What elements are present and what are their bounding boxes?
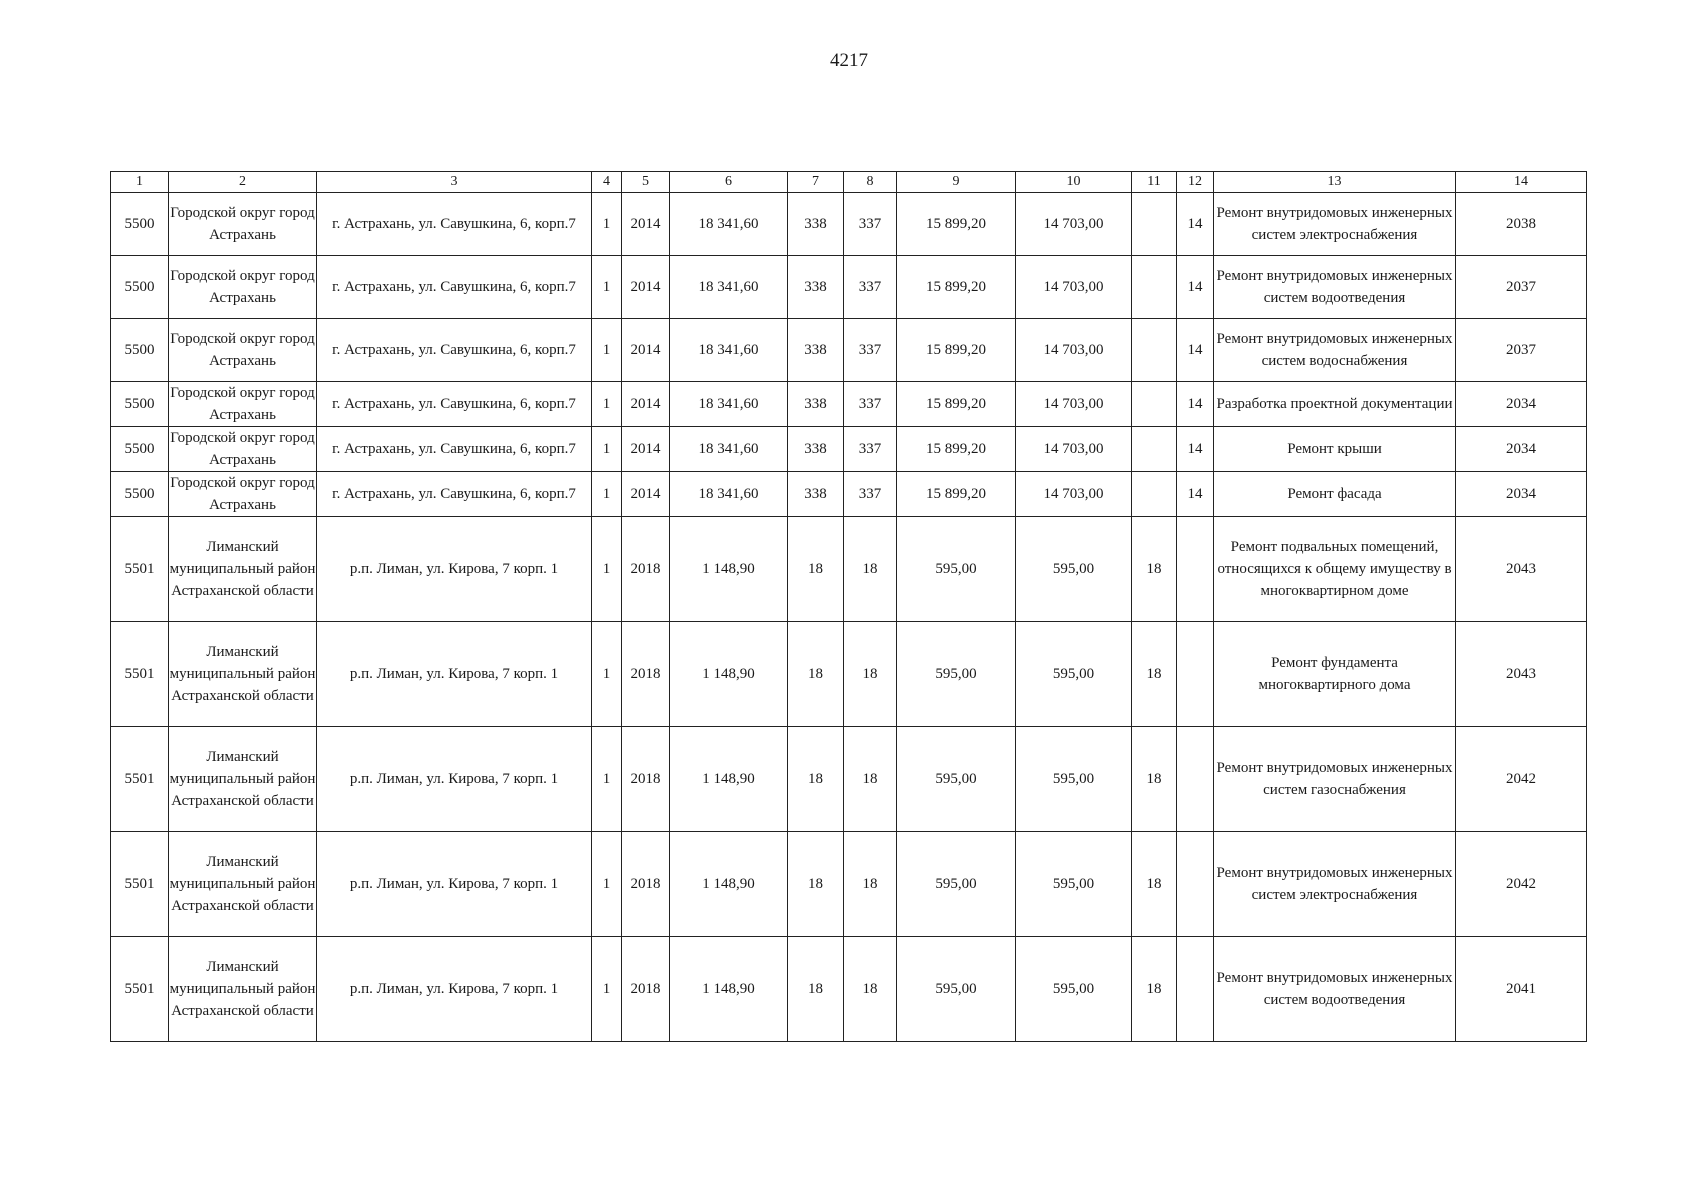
cell-area-9: 15 899,20 <box>897 472 1016 517</box>
col-header: 5 <box>622 172 670 193</box>
cell-work-type: Ремонт фундамента многоквартирного дома <box>1214 622 1456 727</box>
cell-area-total: 18 341,60 <box>670 427 788 472</box>
cell-col11 <box>1132 193 1177 256</box>
cell-col12: 14 <box>1177 427 1214 472</box>
cell-municipality: Лиманский муниципальный район Астраханской области <box>169 727 317 832</box>
cell-area-9: 15 899,20 <box>897 193 1016 256</box>
cell-col8: 337 <box>844 319 897 382</box>
cell-municipality: Городской округ город Астрахань <box>169 382 317 427</box>
cell-year: 2018 <box>622 937 670 1042</box>
cell-col4: 1 <box>592 256 622 319</box>
cell-col11 <box>1132 427 1177 472</box>
cell-col11 <box>1132 256 1177 319</box>
cell-planned-year: 2043 <box>1456 517 1587 622</box>
cell-id: 5501 <box>111 937 169 1042</box>
cell-municipality: Городской округ город Астрахань <box>169 256 317 319</box>
cell-col7: 18 <box>788 517 844 622</box>
cell-col11: 18 <box>1132 727 1177 832</box>
cell-col7: 338 <box>788 427 844 472</box>
cell-id: 5500 <box>111 382 169 427</box>
cell-area-9: 15 899,20 <box>897 319 1016 382</box>
cell-col7: 18 <box>788 937 844 1042</box>
cell-work-type: Ремонт внутридомовых инженерных систем электроснабжения <box>1214 193 1456 256</box>
cell-area-total: 1 148,90 <box>670 727 788 832</box>
cell-municipality: Городской округ город Астрахань <box>169 319 317 382</box>
cell-area-10: 14 703,00 <box>1016 319 1132 382</box>
table-row <box>111 193 1587 256</box>
col-header: 12 <box>1177 172 1214 193</box>
cell-col8: 337 <box>844 193 897 256</box>
cell-address: г. Астрахань, ул. Савушкина, 6, корп.7 <box>317 427 592 472</box>
cell-area-9: 15 899,20 <box>897 382 1016 427</box>
cell-id: 5500 <box>111 319 169 382</box>
cell-col11 <box>1132 382 1177 427</box>
cell-address: г. Астрахань, ул. Савушкина, 6, корп.7 <box>317 472 592 517</box>
cell-col8: 18 <box>844 622 897 727</box>
cell-planned-year: 2034 <box>1456 427 1587 472</box>
table-row <box>111 472 1587 517</box>
cell-planned-year: 2037 <box>1456 256 1587 319</box>
cell-id: 5500 <box>111 472 169 517</box>
cell-work-type: Ремонт подвальных помещений, относящихся к общему имуществу в многоквартирном доме <box>1214 517 1456 622</box>
cell-municipality: Лиманский муниципальный район Астраханской области <box>169 937 317 1042</box>
cell-col7: 18 <box>788 832 844 937</box>
cell-col8: 18 <box>844 832 897 937</box>
cell-address: г. Астрахань, ул. Савушкина, 6, корп.7 <box>317 193 592 256</box>
capital-repair-table <box>110 171 1587 1042</box>
cell-municipality: Городской округ город Астрахань <box>169 427 317 472</box>
cell-address: г. Астрахань, ул. Савушкина, 6, корп.7 <box>317 256 592 319</box>
cell-col12: 14 <box>1177 256 1214 319</box>
col-header: 2 <box>169 172 317 193</box>
cell-col12 <box>1177 832 1214 937</box>
cell-col12: 14 <box>1177 472 1214 517</box>
cell-id: 5500 <box>111 193 169 256</box>
cell-work-type: Ремонт внутридомовых инженерных систем водоотведения <box>1214 937 1456 1042</box>
cell-area-10: 595,00 <box>1016 937 1132 1042</box>
cell-col8: 18 <box>844 517 897 622</box>
cell-year: 2018 <box>622 727 670 832</box>
cell-work-type: Ремонт внутридомовых инженерных систем водоснабжения <box>1214 319 1456 382</box>
cell-col11: 18 <box>1132 832 1177 937</box>
cell-planned-year: 2034 <box>1456 382 1587 427</box>
cell-col4: 1 <box>592 472 622 517</box>
cell-col12: 14 <box>1177 382 1214 427</box>
cell-col12: 14 <box>1177 193 1214 256</box>
cell-area-10: 14 703,00 <box>1016 256 1132 319</box>
cell-id: 5500 <box>111 427 169 472</box>
cell-planned-year: 2038 <box>1456 193 1587 256</box>
cell-col4: 1 <box>592 727 622 832</box>
cell-area-total: 1 148,90 <box>670 517 788 622</box>
cell-col11 <box>1132 472 1177 517</box>
cell-col11: 18 <box>1132 937 1177 1042</box>
cell-col7: 18 <box>788 727 844 832</box>
cell-col12 <box>1177 727 1214 832</box>
cell-year: 2014 <box>622 427 670 472</box>
cell-area-total: 18 341,60 <box>670 319 788 382</box>
cell-year: 2014 <box>622 193 670 256</box>
cell-planned-year: 2037 <box>1456 319 1587 382</box>
cell-col4: 1 <box>592 622 622 727</box>
cell-year: 2014 <box>622 382 670 427</box>
cell-col4: 1 <box>592 517 622 622</box>
cell-area-total: 1 148,90 <box>670 937 788 1042</box>
cell-col4: 1 <box>592 937 622 1042</box>
table-row <box>111 727 1587 832</box>
cell-col4: 1 <box>592 832 622 937</box>
cell-year: 2014 <box>622 472 670 517</box>
cell-area-9: 595,00 <box>897 622 1016 727</box>
cell-area-10: 14 703,00 <box>1016 472 1132 517</box>
cell-area-total: 1 148,90 <box>670 832 788 937</box>
col-header: 1 <box>111 172 169 193</box>
cell-municipality: Лиманский муниципальный район Астраханской области <box>169 517 317 622</box>
cell-work-type: Разработка проектной документации <box>1214 382 1456 427</box>
cell-work-type: Ремонт внутридомовых инженерных систем водоотведения <box>1214 256 1456 319</box>
col-header: 11 <box>1132 172 1177 193</box>
cell-id: 5501 <box>111 517 169 622</box>
cell-address: р.п. Лиман, ул. Кирова, 7 корп. 1 <box>317 727 592 832</box>
cell-area-10: 595,00 <box>1016 832 1132 937</box>
cell-col12 <box>1177 622 1214 727</box>
cell-col8: 337 <box>844 256 897 319</box>
cell-area-10: 595,00 <box>1016 727 1132 832</box>
cell-col7: 338 <box>788 472 844 517</box>
cell-planned-year: 2042 <box>1456 832 1587 937</box>
cell-id: 5501 <box>111 727 169 832</box>
table-row <box>111 622 1587 727</box>
cell-work-type: Ремонт фасада <box>1214 472 1456 517</box>
table-row <box>111 382 1587 427</box>
cell-area-9: 595,00 <box>897 727 1016 832</box>
table-row <box>111 319 1587 382</box>
cell-address: г. Астрахань, ул. Савушкина, 6, корп.7 <box>317 319 592 382</box>
cell-area-9: 595,00 <box>897 937 1016 1042</box>
cell-area-10: 595,00 <box>1016 622 1132 727</box>
cell-year: 2018 <box>622 832 670 937</box>
cell-planned-year: 2042 <box>1456 727 1587 832</box>
cell-col7: 338 <box>788 256 844 319</box>
cell-area-10: 14 703,00 <box>1016 382 1132 427</box>
cell-col8: 337 <box>844 472 897 517</box>
table-row <box>111 832 1587 937</box>
cell-col4: 1 <box>592 382 622 427</box>
cell-area-9: 15 899,20 <box>897 427 1016 472</box>
cell-address: р.п. Лиман, ул. Кирова, 7 корп. 1 <box>317 832 592 937</box>
table-row <box>111 937 1587 1042</box>
cell-year: 2018 <box>622 517 670 622</box>
cell-col4: 1 <box>592 319 622 382</box>
cell-work-type: Ремонт внутридомовых инженерных систем электроснабжения <box>1214 832 1456 937</box>
page-number: 4217 <box>830 50 868 71</box>
cell-col8: 337 <box>844 382 897 427</box>
cell-col7: 18 <box>788 622 844 727</box>
cell-area-total: 18 341,60 <box>670 472 788 517</box>
col-header: 8 <box>844 172 897 193</box>
cell-area-total: 18 341,60 <box>670 193 788 256</box>
cell-work-type: Ремонт внутридомовых инженерных систем газоснабжения <box>1214 727 1456 832</box>
col-header: 9 <box>897 172 1016 193</box>
cell-col11 <box>1132 319 1177 382</box>
cell-col7: 338 <box>788 193 844 256</box>
cell-area-9: 595,00 <box>897 517 1016 622</box>
cell-col4: 1 <box>592 193 622 256</box>
cell-municipality: Лиманский муниципальный район Астраханской области <box>169 832 317 937</box>
cell-area-9: 15 899,20 <box>897 256 1016 319</box>
cell-col7: 338 <box>788 382 844 427</box>
col-header: 4 <box>592 172 622 193</box>
cell-col8: 337 <box>844 427 897 472</box>
cell-municipality: Лиманский муниципальный район Астраханской области <box>169 622 317 727</box>
header-row <box>111 172 1587 193</box>
cell-col7: 338 <box>788 319 844 382</box>
cell-col8: 18 <box>844 937 897 1042</box>
cell-col12 <box>1177 937 1214 1042</box>
cell-area-10: 595,00 <box>1016 517 1132 622</box>
col-header: 7 <box>788 172 844 193</box>
cell-planned-year: 2034 <box>1456 472 1587 517</box>
col-header: 10 <box>1016 172 1132 193</box>
cell-municipality: Городской округ город Астрахань <box>169 193 317 256</box>
cell-year: 2018 <box>622 622 670 727</box>
cell-year: 2014 <box>622 319 670 382</box>
cell-area-total: 18 341,60 <box>670 382 788 427</box>
col-header: 6 <box>670 172 788 193</box>
cell-planned-year: 2043 <box>1456 622 1587 727</box>
cell-col12: 14 <box>1177 319 1214 382</box>
cell-planned-year: 2041 <box>1456 937 1587 1042</box>
cell-col11: 18 <box>1132 622 1177 727</box>
cell-area-total: 1 148,90 <box>670 622 788 727</box>
cell-address: р.п. Лиман, ул. Кирова, 7 корп. 1 <box>317 937 592 1042</box>
cell-id: 5501 <box>111 622 169 727</box>
col-header: 14 <box>1456 172 1587 193</box>
cell-area-10: 14 703,00 <box>1016 193 1132 256</box>
cell-area-total: 18 341,60 <box>670 256 788 319</box>
cell-address: р.п. Лиман, ул. Кирова, 7 корп. 1 <box>317 622 592 727</box>
table-row <box>111 517 1587 622</box>
cell-id: 5501 <box>111 832 169 937</box>
cell-year: 2014 <box>622 256 670 319</box>
cell-col4: 1 <box>592 427 622 472</box>
cell-address: р.п. Лиман, ул. Кирова, 7 корп. 1 <box>317 517 592 622</box>
cell-col12 <box>1177 517 1214 622</box>
cell-col8: 18 <box>844 727 897 832</box>
col-header: 13 <box>1214 172 1456 193</box>
cell-id: 5500 <box>111 256 169 319</box>
cell-area-9: 595,00 <box>897 832 1016 937</box>
cell-address: г. Астрахань, ул. Савушкина, 6, корп.7 <box>317 382 592 427</box>
table-row <box>111 427 1587 472</box>
table-row <box>111 256 1587 319</box>
cell-work-type: Ремонт крыши <box>1214 427 1456 472</box>
col-header: 3 <box>317 172 592 193</box>
cell-municipality: Городской округ город Астрахань <box>169 472 317 517</box>
cell-col11: 18 <box>1132 517 1177 622</box>
cell-area-10: 14 703,00 <box>1016 427 1132 472</box>
